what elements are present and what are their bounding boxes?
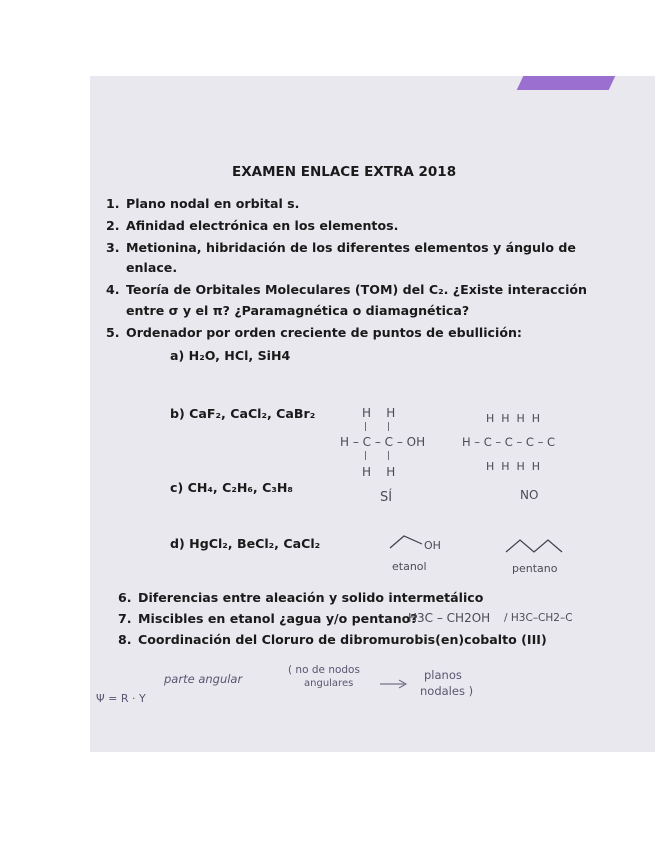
hw-note-left: parte angular [164,672,243,686]
hw-etanol-label: etanol [392,560,427,573]
hw-ethanol-chain: H – C – C – OH [340,435,426,449]
hw-note-margin: Ψ = R · Y [96,692,146,705]
hw-pentano-label: pentano [512,562,558,575]
hw-propane-chain: H – C – C – C – C [462,435,556,449]
question-1: 1. Plano nodal en orbital s. [106,196,300,211]
question-4: 4. Teoría de Orbitales Moleculares (TOM) del C₂. ¿Existe interacción [106,282,588,297]
hw-propane-top-h: H H H H [486,412,541,425]
question-8: 8. Coordinación del Cloruro de dibromurobis(en)cobalto (III) [118,632,547,647]
hw-note-middle-2: angulares [304,678,354,689]
question-2: 2. Afinidad electrónica en los elementos. [106,218,399,233]
hw-ethanol-bond-bottom: | | [364,451,391,461]
question-3-cont: enlace. [126,260,178,275]
question-6: 6. Diferencias entre aleación y solido intermetálico [118,590,484,605]
question-7: 7. Miscibles en etanol ¿agua y/o pentano? [118,611,418,626]
subitem-c: c) CH₄, C₂H₆, C₃H₈ [170,480,293,495]
question-4-cont: entre σ y el π? ¿Paramagnética o diamagnética? [126,303,470,318]
purple-tape [517,76,616,90]
hw-note-right-1: planos [424,668,462,682]
question-5: 5. Ordenador por orden creciente de puntos de ebullición: [106,325,522,340]
hw-propane-answer: NO [520,488,539,502]
arrow-icon [378,678,410,690]
hw-ethanol-bond-top: | | [364,422,391,432]
subitem-a: a) H₂O, HCl, SiH4 [170,348,291,363]
exam-sheet [90,76,655,752]
hw-ethanol-bottom-h: H H [362,465,396,479]
hw-etanol-oh: OH [424,539,441,552]
question-3: 3. Metionina, hibridación de los diferentes elementos y ángulo de [106,240,576,255]
hw-formula-pentano: / H3C–CH2–C [504,612,573,624]
pentano-skeletal-icon [504,534,564,556]
exam-title: EXAMEN ENLACE EXTRA 2018 [232,164,457,180]
subitem-d: d) HgCl₂, BeCl₂, CaCl₂ [170,536,321,551]
hw-propane-bottom-h: H H H H [486,460,541,473]
hw-ethanol-top-h: H H [362,406,396,420]
hw-note-middle-1: ( no de nodos [288,664,360,676]
hw-note-right-2: nodales ) [420,684,474,698]
subitem-b: b) CaF₂, CaCl₂, CaBr₂ [170,406,316,421]
hw-ethanol-answer: SÍ [380,490,393,505]
hw-formula-etanol: H3C – CH2OH [408,611,491,625]
